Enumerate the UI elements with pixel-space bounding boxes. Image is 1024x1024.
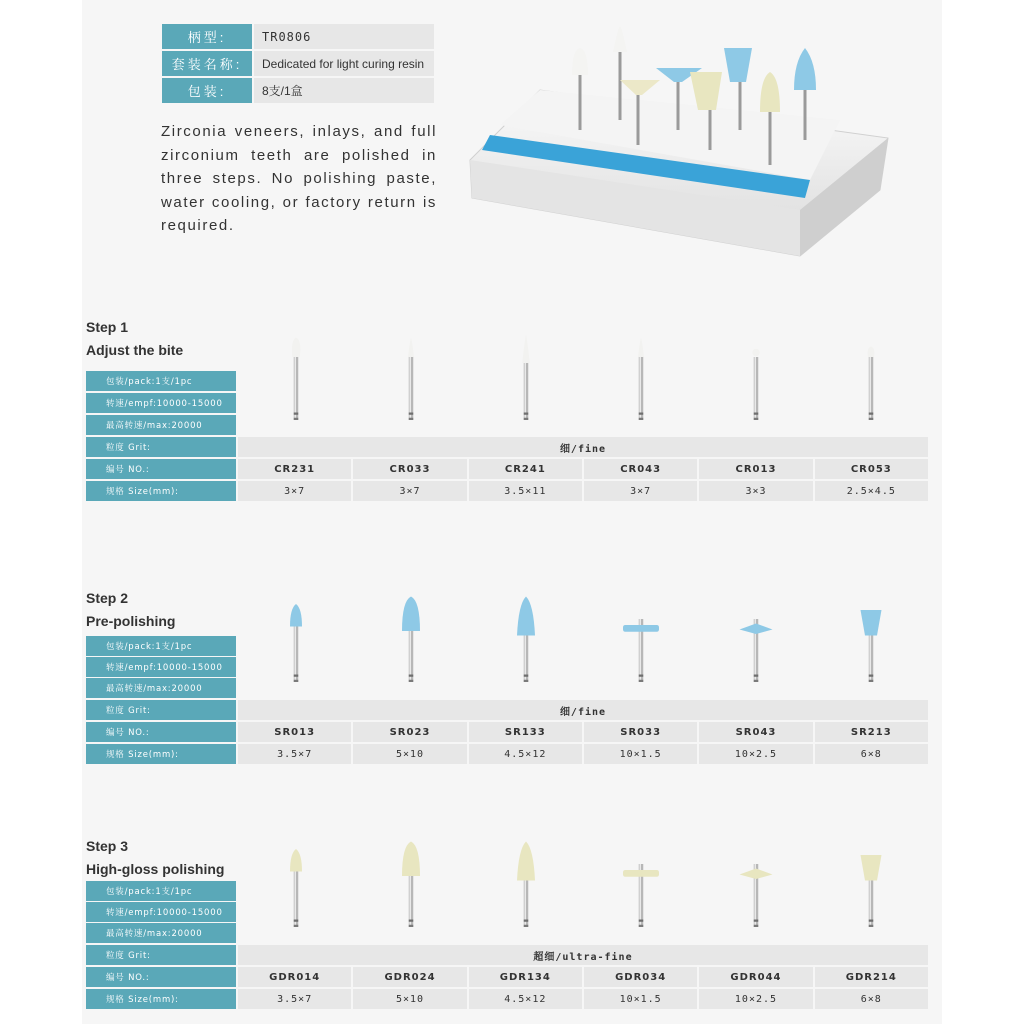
pack-row [86,881,928,901]
size-cell: 10×2.5 [699,744,812,764]
speed-row [86,657,928,677]
spec-key: 包装: [162,78,252,103]
code-cell: SR023 [353,722,466,742]
grit-row [86,700,928,720]
step-title: Adjust the bite [86,342,184,358]
size-cell: 3×7 [353,481,466,501]
pack-row [86,371,928,391]
size-cell: 6×8 [815,744,928,764]
max-speed-label: 最高转速/max:20000 [86,678,236,698]
code-label: 编号 NO.: [86,459,236,479]
grit-label: 粒度 Grit: [86,700,236,720]
speed-row [86,393,928,413]
size-cell: 3.5×7 [238,744,351,764]
pack-label: 包装/pack:1支/1pc [86,371,236,391]
grit-row [86,437,928,457]
size-cell: 10×2.5 [699,989,812,1009]
max-speed-row [86,415,928,435]
spec-value: 8支/1盒 [254,78,434,103]
grit-label: 粒度 Grit: [86,945,236,965]
max-speed-row [86,678,928,698]
size-cell: 5×10 [353,989,466,1009]
intro-text: Zirconia veneers, inlays, and full zirconium teeth are polished in three steps. No polishing paste, water cooling, or factory return is required. [161,123,437,234]
size-cell: 3×7 [584,481,697,501]
code-cell: CR241 [469,459,582,479]
spec-row-shank [162,24,434,49]
code-cell: SR033 [584,722,697,742]
step-2-section [86,587,928,777]
size-cell: 5×10 [353,744,466,764]
code-cell: GDR134 [469,967,582,987]
code-cell: GDR034 [584,967,697,987]
code-cells [238,722,928,742]
speed-label: 转速/empf:10000-15000 [86,657,236,677]
code-row [86,459,928,479]
size-cell: 4.5×12 [469,989,582,1009]
code-cell: GDR214 [815,967,928,987]
spec-key: 柄型: [162,24,252,49]
size-cell: 6×8 [815,989,928,1009]
step-number: Step 2 [86,590,129,606]
size-label: 规格 Size(mm): [86,481,236,501]
code-row [86,722,928,742]
grit-row [86,945,928,965]
code-cell: GDR014 [238,967,351,987]
spec-table [162,24,434,105]
code-row [86,967,928,987]
code-cell: GDR024 [353,967,466,987]
max-speed-row [86,923,928,943]
kit-box-image [460,20,900,270]
code-cell: CR043 [584,459,697,479]
size-row [86,481,928,501]
grit-value: 超细/ultra-fine [238,945,928,965]
code-cell: SR043 [699,722,812,742]
size-cell: 10×1.5 [584,989,697,1009]
step-title: High-gloss polishing [86,861,225,877]
code-cell: CR033 [353,459,466,479]
size-row [86,744,928,764]
step-1-section [86,316,928,506]
spec-value: TR0806 [254,24,434,49]
grit-value: 细/fine [238,700,928,720]
grit-label: 粒度 Grit: [86,437,236,457]
speed-label: 转速/empf:10000-15000 [86,902,236,922]
size-cells [238,989,928,1009]
code-cell: SR213 [815,722,928,742]
size-cell: 3×7 [238,481,351,501]
step-title: Pre-polishing [86,613,176,629]
size-row [86,989,928,1009]
code-cells [238,459,928,479]
size-cell: 3.5×7 [238,989,351,1009]
size-cell: 10×1.5 [584,744,697,764]
code-cell: CR231 [238,459,351,479]
size-cells [238,744,928,764]
step-3-section [86,835,928,1015]
code-cells [238,967,928,987]
code-label: 编号 NO.: [86,967,236,987]
grit-value: 细/fine [238,437,928,457]
size-label: 规格 Size(mm): [86,989,236,1009]
spec-value: Dedicated for light curing resin [254,51,434,76]
size-cells [238,481,928,501]
step-number: Step 1 [86,319,129,335]
size-cell: 3.5×11 [469,481,582,501]
size-cell: 4.5×12 [469,744,582,764]
spec-row-package [162,78,434,103]
code-cell: SR013 [238,722,351,742]
spec-row-kit-name [162,51,434,76]
code-cell: CR013 [699,459,812,479]
speed-label: 转速/empf:10000-15000 [86,393,236,413]
max-speed-label: 最高转速/max:20000 [86,415,236,435]
pack-label: 包装/pack:1支/1pc [86,636,236,656]
size-cell: 2.5×4.5 [815,481,928,501]
step-number: Step 3 [86,838,129,854]
code-cell: GDR044 [699,967,812,987]
pack-label: 包装/pack:1支/1pc [86,881,236,901]
size-cell: 3×3 [699,481,812,501]
code-label: 编号 NO.: [86,722,236,742]
max-speed-label: 最高转速/max:20000 [86,923,236,943]
size-label: 规格 Size(mm): [86,744,236,764]
spec-key: 套装名称: [162,51,252,76]
code-cell: SR133 [469,722,582,742]
code-cell: CR053 [815,459,928,479]
pack-row [86,636,928,656]
speed-row [86,902,928,922]
